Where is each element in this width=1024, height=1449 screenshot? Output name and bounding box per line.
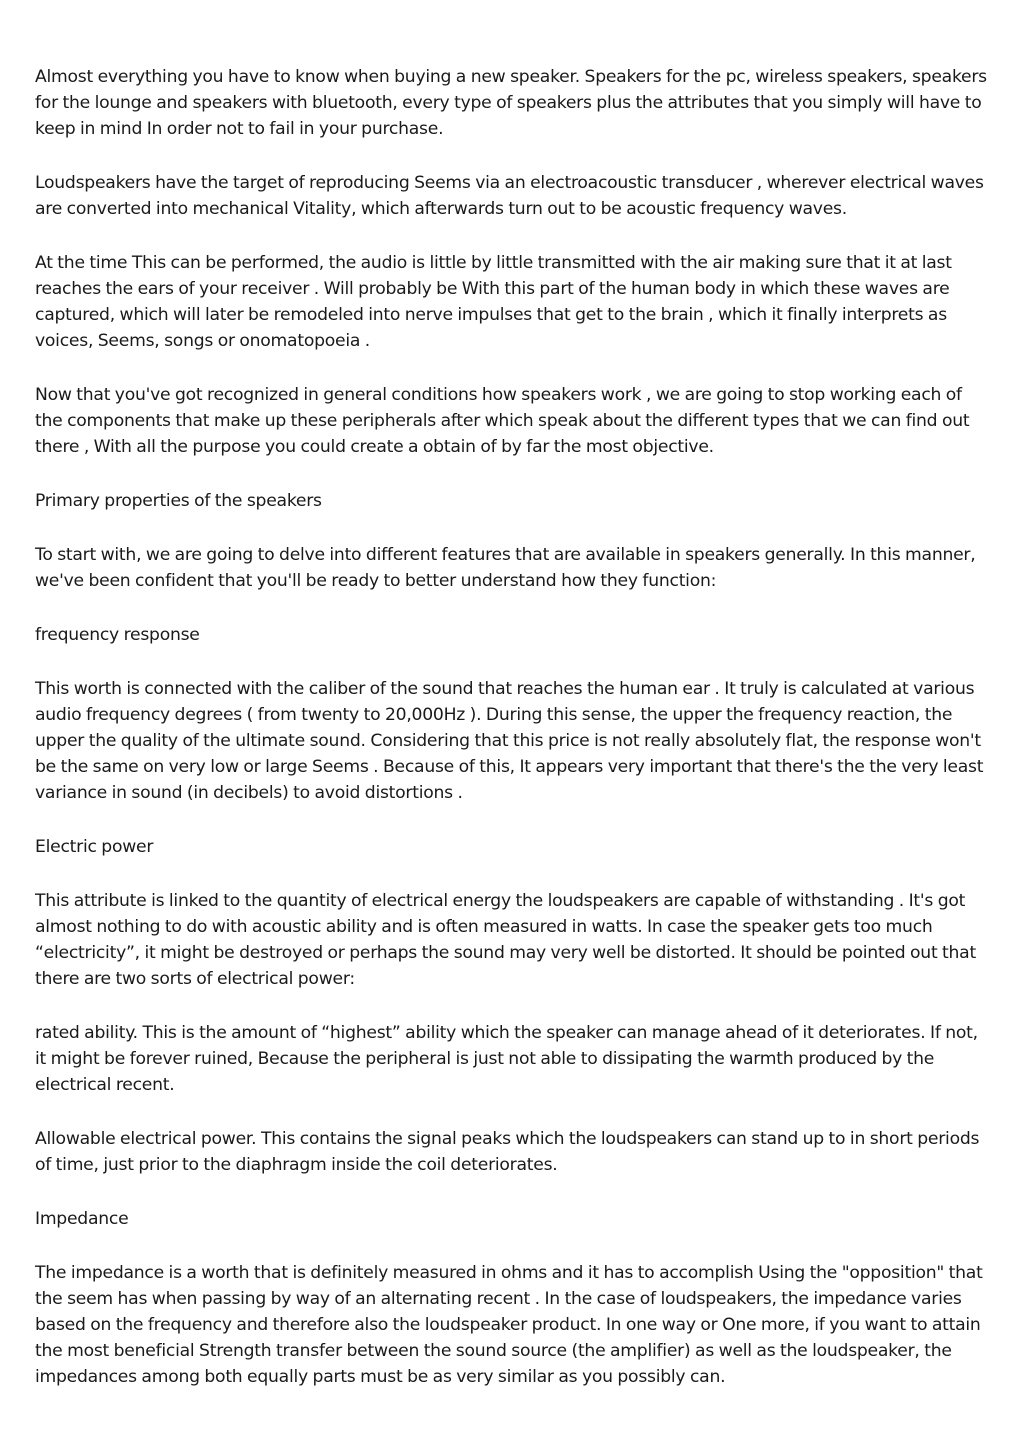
frequency-response-paragraph: This worth is connected with the caliber of the sound that reaches the human ear . It truly is calculated at various audio frequency degrees ( from twenty to 20,000Hz ). During this sense, the upper the frequency reaction, the upper the quality of the ultimate sound. Considering that this price is not really absolutely flat, the response won't be the same on very low or large Seems . Because of this, It appears very important that there's the the very least variance in sound (in decibels) to avoid distortions .	[35, 679, 984, 803]
features-intro-paragraph: To start with, we are going to delve into different features that are available in speakers generally. In this manner, we've been confident that you'll be ready to better understand how they function:	[35, 545, 976, 591]
section-heading-frequency-response: frequency response	[35, 625, 200, 645]
intro-paragraph: Almost everything you have to know when buying a new speaker. Speakers for the pc, wireless speakers, speakers for the lounge and speakers with bluetooth, every type of speakers plus the attributes that you simply will have to keep in mind In order not to fail in your purchase.	[35, 67, 987, 139]
sound-transmission-paragraph: At the time This can be performed, the audio is little by little transmitted with the air making sure that it at last reaches the ears of your receiver . Will probably be With this part of the human body in which these waves are captured, which will later be remodeled into nerve impulses that get to the brain , which it finally interprets as voices, Seems, songs or onomatopoeia .	[35, 253, 952, 351]
section-heading-impedance: Impedance	[35, 1209, 129, 1229]
electric-power-paragraph: This attribute is linked to the quantity of electrical energy the loudspeakers are capable of withstanding . It's got almost nothing to do with acoustic ability and is often measured in watts. In case the speaker gets too much “electricity”, it might be destroyed or perhaps the sound may very well be distorted. It should be pointed out that there are two sorts of electrical power:	[35, 891, 976, 989]
section-heading-primary-properties: Primary properties of the speakers	[35, 491, 322, 511]
loudspeaker-purpose-paragraph: Loudspeakers have the target of reproducing Seems via an electroacoustic transducer , wherever electrical waves are converted into mechanical Vitality, which afterwards turn out to be acoustic frequency waves.	[35, 173, 984, 219]
impedance-paragraph: The impedance is a worth that is definitely measured in ohms and it has to accomplish Using the "opposition" that the seem has when passing by way of an alternating recent . In the case of loudspeakers, the impedance varies based on the frequency and therefore also the loudspeaker product. In one way or One more, if you want to attain the most beneficial Strength transfer between the sound source (the amplifier) as well as the loudspeaker, the impedances among both equally parts must be as very similar as you possibly can.	[35, 1263, 983, 1387]
allowable-power-paragraph: Allowable electrical power. This contains the signal peaks which the loudspeakers can stand up to in short periods of time, just prior to the diaphragm inside the coil deteriorates.	[35, 1129, 980, 1175]
document-body	[35, 64, 993, 1418]
section-heading-electric-power: Electric power	[35, 837, 154, 857]
components-overview-paragraph: Now that you've got recognized in general conditions how speakers work , we are going to stop working each of the components that make up these peripherals after which speak about the different types that we can find out there , With all the purpose you could create a obtain of by far the most objective.	[35, 385, 970, 457]
rated-ability-paragraph: rated ability. This is the amount of “highest” ability which the speaker can manage ahead of it deteriorates. If not, it might be forever ruined, Because the peripheral is just not able to dissipating the warmth produced by the electrical recent.	[35, 1023, 978, 1095]
